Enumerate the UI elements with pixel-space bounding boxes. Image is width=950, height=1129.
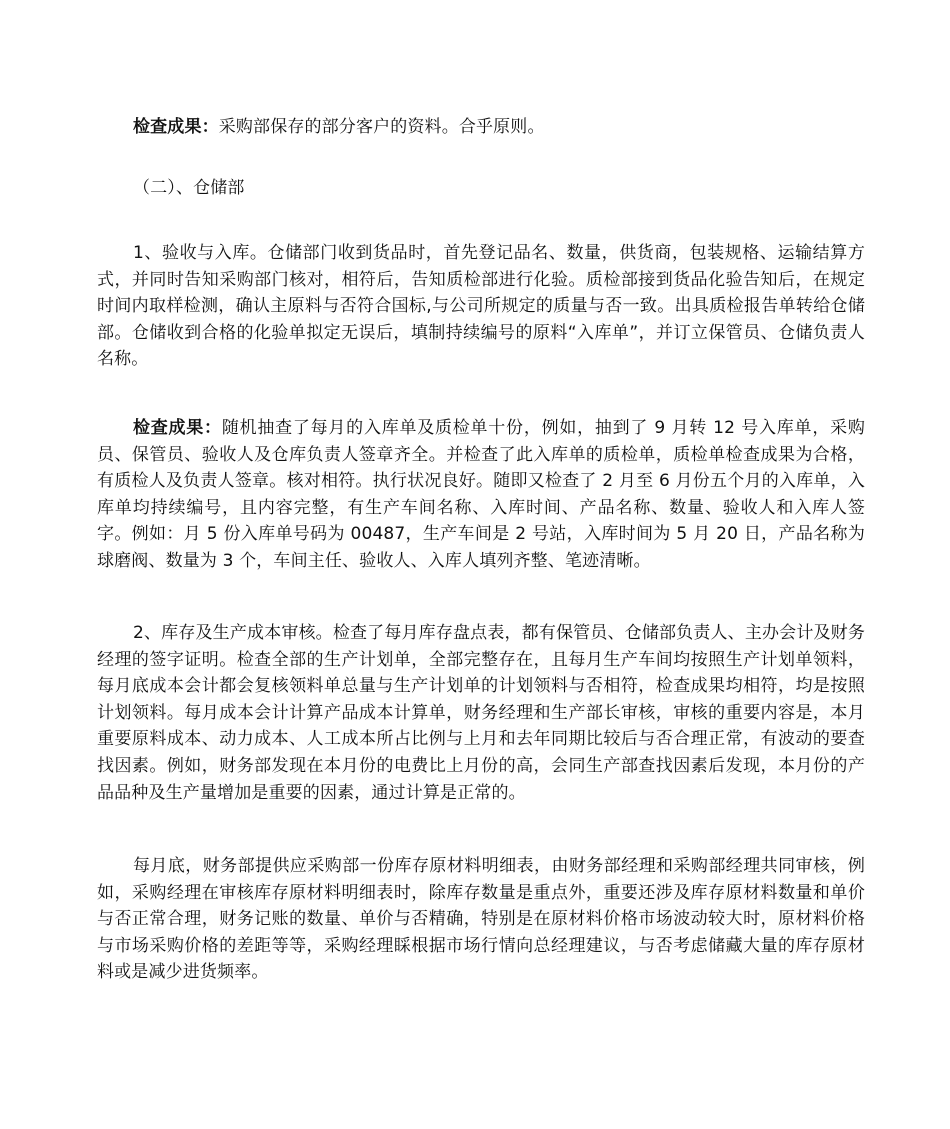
paragraph-text: 采购部保存的部分客户的资料。合乎原则。 — [218, 117, 545, 137]
section-heading-text: （二）、仓储部 — [133, 178, 245, 198]
paragraph-inspection-result-1 — [97, 114, 865, 141]
inspection-result-label: 检查成果： — [133, 117, 219, 137]
inspection-result-label: 检查成果： — [133, 418, 222, 438]
paragraph-inventory-cost-audit — [97, 620, 865, 806]
paragraph-text: 随机抽查了每月的入库单及质检单十份，例如，抽到了 9 月转 12 号入库单，采购员、保管员、验收人及仓库负责人签章齐全。并检查了此入库单的质检单，质检单检查成果为合格，有质检人及负责人签章。核对相符。执行状况良好。随即又检查了 2 月至 6 月份五个月的入库单，入库单均持续编号，且内容完整，有生产车间名称、入库时间、产品名称、数量、验收人和入库人签字。例如：月 5 份入库单号码为 00487，生产车间是 2 号站，入库时间为 5 月 20 日，产品名称为球磨阀、数量为 3 个，车间主任、验收人、入库人填列齐整、笔迹清晰。 — [97, 418, 866, 571]
section-heading-warehouse — [97, 175, 865, 202]
paragraph-receiving-storage — [97, 240, 865, 373]
paragraph-monthly-materials-review — [97, 853, 865, 986]
paragraph-text: 每月底，财务部提供应采购部一份库存原材料明细表，由财务部经理和采购部经理共同审核，例如，采购经理在审核库存原材料明细表时，除库存数量是重点外，重要还涉及库存原材料数量和单价与否正常合理，财务记账的数量、单价与否精确，特别是在原材料价格市场波动较大时，原材料价格与市场采购价格的差距等等，采购经理睬根据市场行情向总经理建议，与否考虑储藏大量的库存原材料或是减少进货频率。 — [97, 856, 865, 983]
paragraph-inspection-result-2 — [97, 415, 865, 575]
paragraph-text: 2、库存及生产成本审核。检查了每月库存盘点表，都有保管员、仓储部负责人、主办会计及财务经理的签字证明。检查全部的生产计划单，全部完整存在，且每月生产车间均按照生产计划单领料，每月底成本会计都会复核领料单总量与生产计划单的计划领料与否相符，检查成果均相符，均是按照计划领料。每月成本会计计算产品成本计算单，财务经理和生产部长审核，审核的重要内容是，本月重要原料成本、动力成本、人工成本所占比例与上月和去年同期比较后与否合理正常，有波动的要查找因素。例如，财务部发现在本月份的电费比上月份的高，会同生产部查找因素后发现，本月份的产品品种及生产量增加是重要的因素，通过计算是正常的。 — [97, 623, 865, 803]
paragraph-text: 1、验收与入库。仓储部门收到货品时，首先登记品名、数量，供货商，包装规格、运输结算方式，并同时告知采购部门核对，相符后，告知质检部进行化验。质检部接到货品化验告知后，在规定时间内取样检测，确认主原料与否符合国标,与公司所规定的质量与否一致。出具质检报告单转给仓储部。仓储收到合格的化验单拟定无误后，填制持续编号的原料“入库单”，并订立保管员、仓储负责人名称。 — [97, 243, 865, 370]
